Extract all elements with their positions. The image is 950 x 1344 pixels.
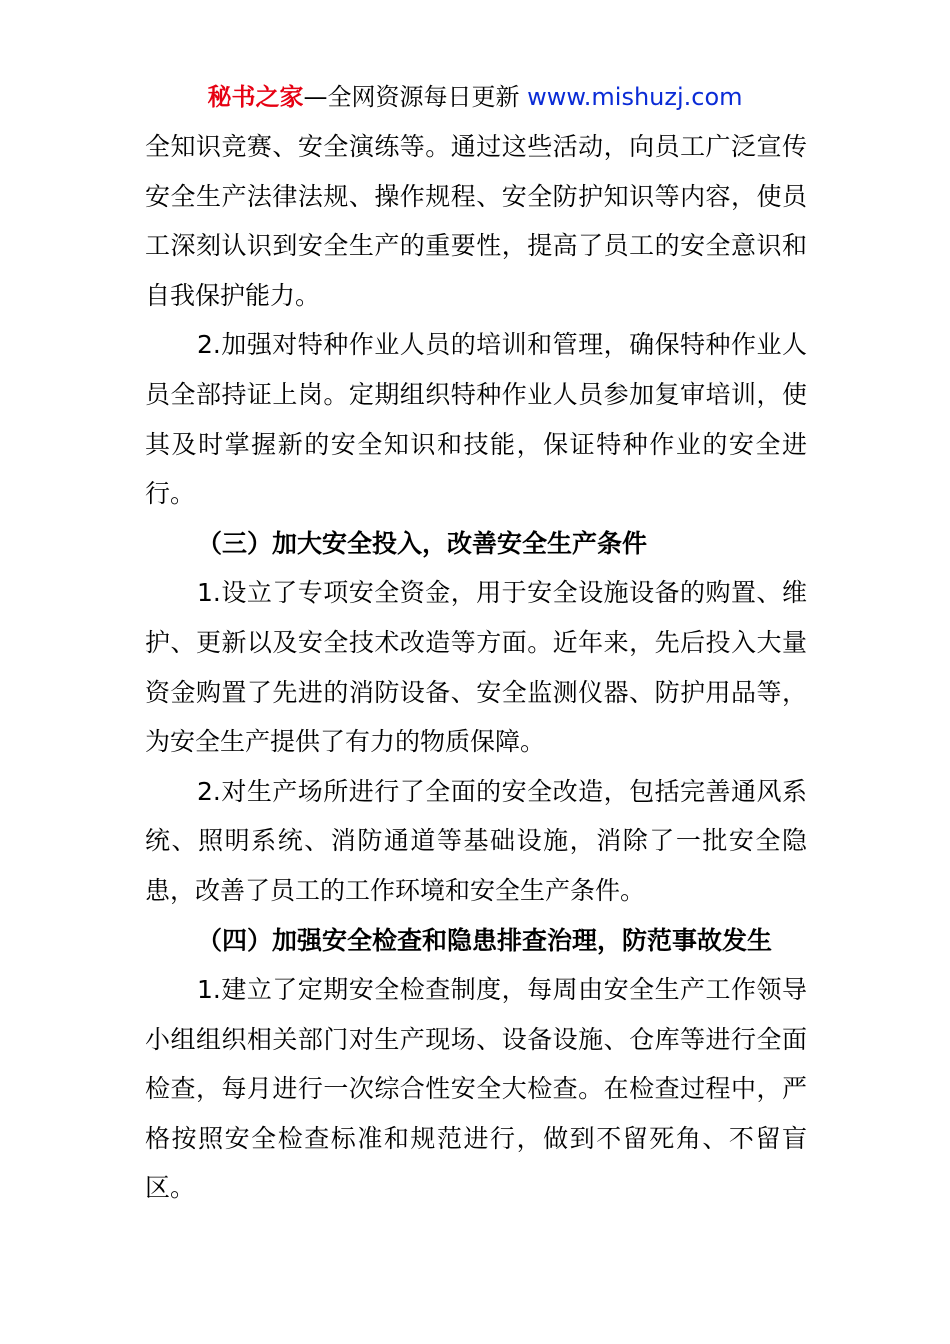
- site-brand: 秘书之家: [207, 83, 304, 111]
- section-heading-4: （四）加强安全检查和隐患排查治理，防范事故发生: [197, 925, 773, 955]
- site-tagline: —全网资源每日更新: [303, 83, 528, 111]
- paragraph-special-workers: 2.加强对特种作业人员的培训和管理，确保特种作业人员全部持证上岗。定期组织特种作业人员参加复审培训，使其及时掌握新的安全知识和技能，保证特种作业的安全进行。: [145, 330, 807, 509]
- site-header: [0, 80, 950, 114]
- paragraph-regular-inspection: 1.建立了定期安全检查制度，每周由安全生产工作领导小组组织相关部门对生产现场、设备设施、仓库等进行全面检查，每月进行一次综合性安全大检查。在检查过程中，严格按照安全检查标准和规范进行，做到不留死角、不留盲区。: [145, 975, 807, 1203]
- section-heading-3: （三）加大安全投入，改善安全生产条件: [197, 528, 648, 558]
- site-url-link[interactable]: www.mishuzj.com: [527, 83, 743, 111]
- paragraph-safety-funds: 1.设立了专项安全资金，用于安全设施设备的购置、维护、更新以及安全技术改造等方面。近年来，先后投入大量资金购置了先进的消防设备、安全监测仪器、防护用品等，为安全生产提供了有力的物质保障。: [145, 578, 807, 757]
- paragraph-site-renovation: 2.对生产场所进行了全面的安全改造，包括完善通风系统、照明系统、消防通道等基础设施，消除了一批安全隐患，改善了员工的工作环境和安全生产条件。: [145, 776, 807, 905]
- paragraph-continued: 全知识竞赛、安全演练等。通过这些活动，向员工广泛宣传安全生产法律法规、操作规程、安全防护知识等内容，使员工深刻认识到安全生产的重要性，提高了员工的安全意识和自我保护能力。: [145, 132, 807, 310]
- document-body: [145, 122, 807, 1213]
